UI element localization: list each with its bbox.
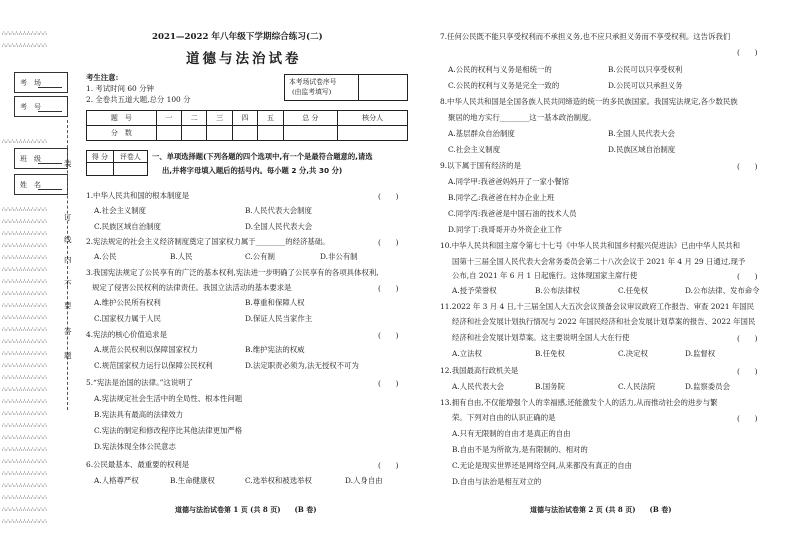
option: B.国务院 <box>535 382 565 391</box>
option: A.公民 <box>94 252 117 261</box>
seat-number-input[interactable] <box>357 74 408 101</box>
score-header-cell: 总 分 <box>283 111 338 126</box>
dot-pattern: ∴∴∴∴∴∴∴∴∴∴∴ <box>2 266 48 273</box>
binding-char: 要 <box>64 301 72 310</box>
binding-char: 不 <box>64 279 72 288</box>
option: A.只有无限制的自由才是真正的自由 <box>452 429 571 438</box>
answer-bracket[interactable]: ( ) <box>737 367 758 376</box>
question-stem: 11.2022 年 3 月 4 日,十三届全国人大五次会议预备会议审议政府工作报告、审查 2021 年国民 <box>440 302 755 311</box>
score-label-cell: 分 数 <box>87 126 157 141</box>
question-stem: 3.我国宪法规定了公民享有的广泛的基本权利,宪法进一步明确了公民享有的各项具体权利, <box>86 268 379 277</box>
option: B.宪法具有最高的法律效力 <box>94 410 184 419</box>
option: C.无论是现实世界还是网络空间,从来都没有真正的自由 <box>452 461 633 470</box>
exam-room-field[interactable]: 考 场 <box>14 72 68 93</box>
score-header-cell: 题 号 <box>87 111 157 126</box>
option: D.法定职责必须为,法无授权不可为 <box>245 361 359 370</box>
note-line: 1. 考试时间 60 分钟 <box>86 84 154 93</box>
dot-pattern: ∴∴∴∴∴∴∴∴∴∴∴ <box>2 302 48 309</box>
dot-pattern: ∴∴∴∴∴∴∴∴∴∴∴ <box>2 278 48 285</box>
binding-char: 线 <box>64 235 72 244</box>
answer-bracket[interactable]: ( ) <box>737 272 758 281</box>
dot-pattern: ∴∴∴∴∴∴∴∴∴∴∴ <box>2 350 48 357</box>
option: C.社会主义制度 <box>448 145 501 154</box>
page-footer: 道德与法治试卷第 1 页 (共 8 页) (B 卷) <box>175 505 317 514</box>
option: C.公民的权利与义务是完全一致的 <box>448 81 560 90</box>
dot-pattern: ∴∴∴∴∴∴∴∴∴∴∴ <box>2 494 48 501</box>
question-stem: 9.以下属于国有经济的是 <box>440 161 521 170</box>
answer-bracket[interactable]: ( ) <box>378 284 399 293</box>
answer-bracket[interactable]: ( ) <box>737 414 758 423</box>
option: A.授予荣誉权 <box>452 286 497 295</box>
option: C.公有制 <box>245 252 275 261</box>
option: A.公民的权利与义务是相统一的 <box>448 65 552 74</box>
dot-pattern: ∴∴∴∴∴∴∴∴∴∴∴ <box>2 138 48 145</box>
section-heading: 一、单项选择题(下列各题的四个选项中,有一个是最符合题意的,请选 <box>152 152 373 161</box>
option: C.决定权 <box>618 349 648 358</box>
option: A.社会主义制度 <box>94 206 147 215</box>
dot-pattern: ∴∴∴∴∴∴∴∴∴∴∴ <box>2 314 48 321</box>
question-stem: 12.我国最高行政机关是 <box>440 366 519 375</box>
option: A.宪法规定社会生活中的全局性、根本性问题 <box>94 394 243 403</box>
answer-bracket[interactable]: ( ) <box>378 461 399 470</box>
subject-title: 道德与法治试卷 <box>186 51 302 67</box>
dot-pattern: ∴∴∴∴∴∴∴∴∴∴∴ <box>2 374 48 381</box>
score-header-cell: 三 <box>207 111 232 126</box>
question-stem: 荣。下列对自由的认识正确的是 <box>452 413 556 422</box>
option: A.规范公民权利以保障国家权力 <box>94 345 198 354</box>
dot-pattern: ∴∴∴∴∴∴∴∴∴∴∴ <box>2 470 48 477</box>
score-cell[interactable] <box>232 126 257 141</box>
score-header-cell: 五 <box>258 111 283 126</box>
option: B.同学乙:我爸爸在村办企业上班 <box>448 193 555 202</box>
option: D.人身自由 <box>345 476 383 485</box>
dot-pattern: ∴∴∴∴∴∴∴∴∴∴∴ <box>2 434 48 441</box>
question-stem: 7.任何公民既不能只享受权利而不承担义务,也不应只承担义务而不享受权利。这告诉我们 <box>440 32 731 41</box>
dot-pattern: ∴∴∴∴∴∴∴∴∴∴∴ <box>2 218 48 225</box>
option: D.公民可以只承担义务 <box>608 81 683 90</box>
option: C.规范国家权力运行以保障公民权利 <box>94 361 213 370</box>
dot-pattern: ∴∴∴∴∴∴∴∴∴∴∴ <box>2 446 48 453</box>
dot-pattern: ∴∴∴∴∴∴∴∴∴∴∴ <box>2 518 48 525</box>
option: D.宪法体现全体公民意志 <box>94 442 176 451</box>
grader-cell[interactable] <box>113 163 147 176</box>
dot-pattern: ∴∴∴∴∴∴∴∴∴∴∴ <box>2 386 48 393</box>
option: B.人民 <box>170 252 193 261</box>
question-stem: 8.中华人民共和国是全国各族人民共同缔造的统一的多民族国家。我国宪法规定,各少数民族 <box>440 97 738 106</box>
score-header-cell: 二 <box>182 111 207 126</box>
answer-bracket[interactable]: ( ) <box>737 162 758 171</box>
exam-number-field[interactable]: 考 号 <box>14 96 68 117</box>
option: D.全国人民代表大会 <box>245 222 313 231</box>
score-header-cell: 四 <box>232 111 257 126</box>
option: B.公民可以只享受权利 <box>608 65 683 74</box>
option: C.国家权力属于人民 <box>94 314 161 323</box>
score-header-cell: 一 <box>156 111 181 126</box>
option: C.宪法的制定和修改程序比其他法律更加严格 <box>94 426 243 435</box>
dot-pattern: ∴∴∴∴∴∴∴∴∴∴∴ <box>2 398 48 405</box>
option: A.立法权 <box>452 349 482 358</box>
dot-pattern: ∴∴∴∴∴∴∴∴∴∴∴ <box>2 254 48 261</box>
answer-bracket[interactable]: ( ) <box>378 331 399 340</box>
answer-bracket[interactable]: ( ) <box>378 238 399 247</box>
dot-pattern: ∴∴∴∴∴∴∴∴∴∴∴ <box>2 290 48 297</box>
note-line: 2. 全卷共五道大题,总分 100 分 <box>86 95 191 104</box>
question-stem: 4.宪法的核心价值追求是 <box>86 330 167 339</box>
dot-pattern: ∴∴∴∴∴∴∴∴∴∴∴ <box>2 482 48 489</box>
binding-char: 内 <box>64 255 72 264</box>
option: A.人格尊严权 <box>94 476 139 485</box>
question-stem: 10.中华人民共和国主席令第七十七号《中华人民共和国乡村振兴促进法》已由中华人民共和 <box>440 241 740 250</box>
option: B.任免权 <box>535 349 565 358</box>
question-stem: 6.公民最基本、最重要的权利是 <box>86 460 190 469</box>
question-stem: 2.宪法规定的社会主义经济制度奠定了国家权力属于________的经济基础。 <box>86 237 330 246</box>
grader-header-cell: 得 分 <box>87 151 114 163</box>
dot-pattern: ∴∴∴∴∴∴∴∴∴∴∴ <box>2 362 48 369</box>
option: B.全国人民代表大会 <box>608 129 675 138</box>
dot-pattern: ∴∴∴∴∴∴∴∴∴∴∴ <box>2 458 48 465</box>
question-stem: 聚居的地方实行________这一基本政治制度。 <box>448 113 596 122</box>
grader-header-cell: 评卷人 <box>113 151 147 163</box>
option: D.同学丁:我哥哥开办外资企业工作 <box>448 225 562 234</box>
section-heading: 出,并将字母填入题后的括号内。每小题 2 分,共 30 分) <box>162 166 343 175</box>
dot-pattern: ∴∴∴∴∴∴∴∴∴∴∴ <box>2 206 48 213</box>
option: D.监察委员会 <box>685 382 730 391</box>
notes-title: 考生注意: <box>86 73 119 82</box>
question-stem: 1.中华人民共和国的根本制度是 <box>86 191 190 200</box>
option: D.非公有制 <box>320 252 358 261</box>
option: A.人民代表大会 <box>452 382 505 391</box>
option: B.公布法律权 <box>535 286 580 295</box>
score-cell[interactable] <box>156 126 181 141</box>
page-footer: 道德与法治试卷第 2 页 (共 8 页) (B 卷) <box>530 505 672 514</box>
seat-number-box: 本考场试卷序号 (由监考填写) <box>284 74 359 101</box>
dot-pattern: ∴∴∴∴∴∴∴∴∴∴∴ <box>2 30 48 37</box>
answer-bracket[interactable]: ( ) <box>378 192 399 201</box>
name-field[interactable]: 姓 名 <box>14 174 68 195</box>
grader-cell[interactable] <box>87 163 114 176</box>
option: C.任免权 <box>618 286 648 295</box>
answer-bracket[interactable]: ( ) <box>378 379 399 388</box>
score-cell[interactable] <box>182 126 207 141</box>
option: D.民族区域自治制度 <box>608 145 676 154</box>
option: B.生命健康权 <box>170 476 215 485</box>
binding-char: 订 <box>64 213 72 222</box>
option: C.民族区域自治制度 <box>94 222 161 231</box>
score-cell[interactable] <box>283 126 338 141</box>
binding-strip <box>0 0 74 540</box>
score-cell[interactable] <box>207 126 232 141</box>
question-stem: 经济和社会发展计划执行情况与 2022 年国民经济和社会发展计划草案的报告、2022 年国民 <box>452 317 756 326</box>
dot-pattern: ∴∴∴∴∴∴∴∴∴∴∴ <box>2 506 48 513</box>
dot-pattern: ∴∴∴∴∴∴∴∴∴∴∴ <box>2 422 48 429</box>
question-stem: 公布,自 2021 年 6 月 1 日起施行。这体现国家主席行使 <box>452 271 638 280</box>
option: A.同学甲:我爸爸妈妈开了一家小餐馆 <box>448 177 570 186</box>
question-stem: 5.“宪法是治国的法律。”这说明了 <box>86 378 193 387</box>
question-stem: 国第十三届全国人民代表大会常务委员会第二十八次会议于 2021 年 4 月 29 日通过,现予 <box>452 257 746 266</box>
binding-char: 装 <box>64 159 72 168</box>
grader-table <box>86 150 148 176</box>
score-table <box>86 110 408 141</box>
option: B.自由不是为所欲为,是有限制的、相对的 <box>452 445 588 454</box>
option: A.维护公民所有权利 <box>94 298 161 307</box>
option: C.选举权和被选举权 <box>245 476 312 485</box>
option: D.自由与法治是相互对立的 <box>452 477 542 486</box>
dot-pattern: ∴∴∴∴∴∴∴∴∴∴∴ <box>2 230 48 237</box>
dot-pattern: ∴∴∴∴∴∴∴∴∴∴∴ <box>2 242 48 249</box>
dot-pattern: ∴∴∴∴∴∴∴∴∴∴∴ <box>2 410 48 417</box>
score-cell[interactable] <box>258 126 283 141</box>
option: A.基层群众自治制度 <box>448 129 515 138</box>
score-cell[interactable] <box>338 126 408 141</box>
option: C.人民法院 <box>618 382 656 391</box>
dot-pattern: ∴∴∴∴∴∴∴∴∴∴∴ <box>2 42 48 49</box>
answer-bracket[interactable]: ( ) <box>737 48 758 57</box>
binding-char: 答 <box>64 327 72 336</box>
option: D.保证人民当家作主 <box>245 314 313 323</box>
dot-pattern: ∴∴∴∴∴∴∴∴∴∴∴ <box>2 326 48 333</box>
question-stem: 13.拥有自由,不仅能增强个人的幸福感,还能激发个人的活力,从而推动社会的进步与繁 <box>440 398 718 407</box>
option: D.公布法律、发布命令 <box>685 286 760 295</box>
answer-bracket[interactable]: ( ) <box>737 334 758 343</box>
score-header-cell: 核分人 <box>338 111 408 126</box>
class-field[interactable]: 班 级 <box>14 148 68 169</box>
binding-char: 题 <box>64 351 72 360</box>
option: B.人民代表大会制度 <box>245 206 312 215</box>
question-stem: 规定了侵害公民权利的法律责任。我国立法活动的基本要求是 <box>92 283 292 292</box>
option: C.同学丙:我爸爸是中国石油的技术人员 <box>448 209 577 218</box>
question-stem: 经济和社会发展计划草案。这主要说明全国人大在行使 <box>452 333 630 342</box>
option: D.监督权 <box>685 349 716 358</box>
dot-pattern: ∴∴∴∴∴∴∴∴∴∴∴ <box>2 338 48 345</box>
option: B.尊重和保障人权 <box>245 298 305 307</box>
exam-header: 2021—2022 年八年级下学期综合练习(二) <box>152 32 323 42</box>
option: B.维护宪法的权威 <box>245 345 305 354</box>
